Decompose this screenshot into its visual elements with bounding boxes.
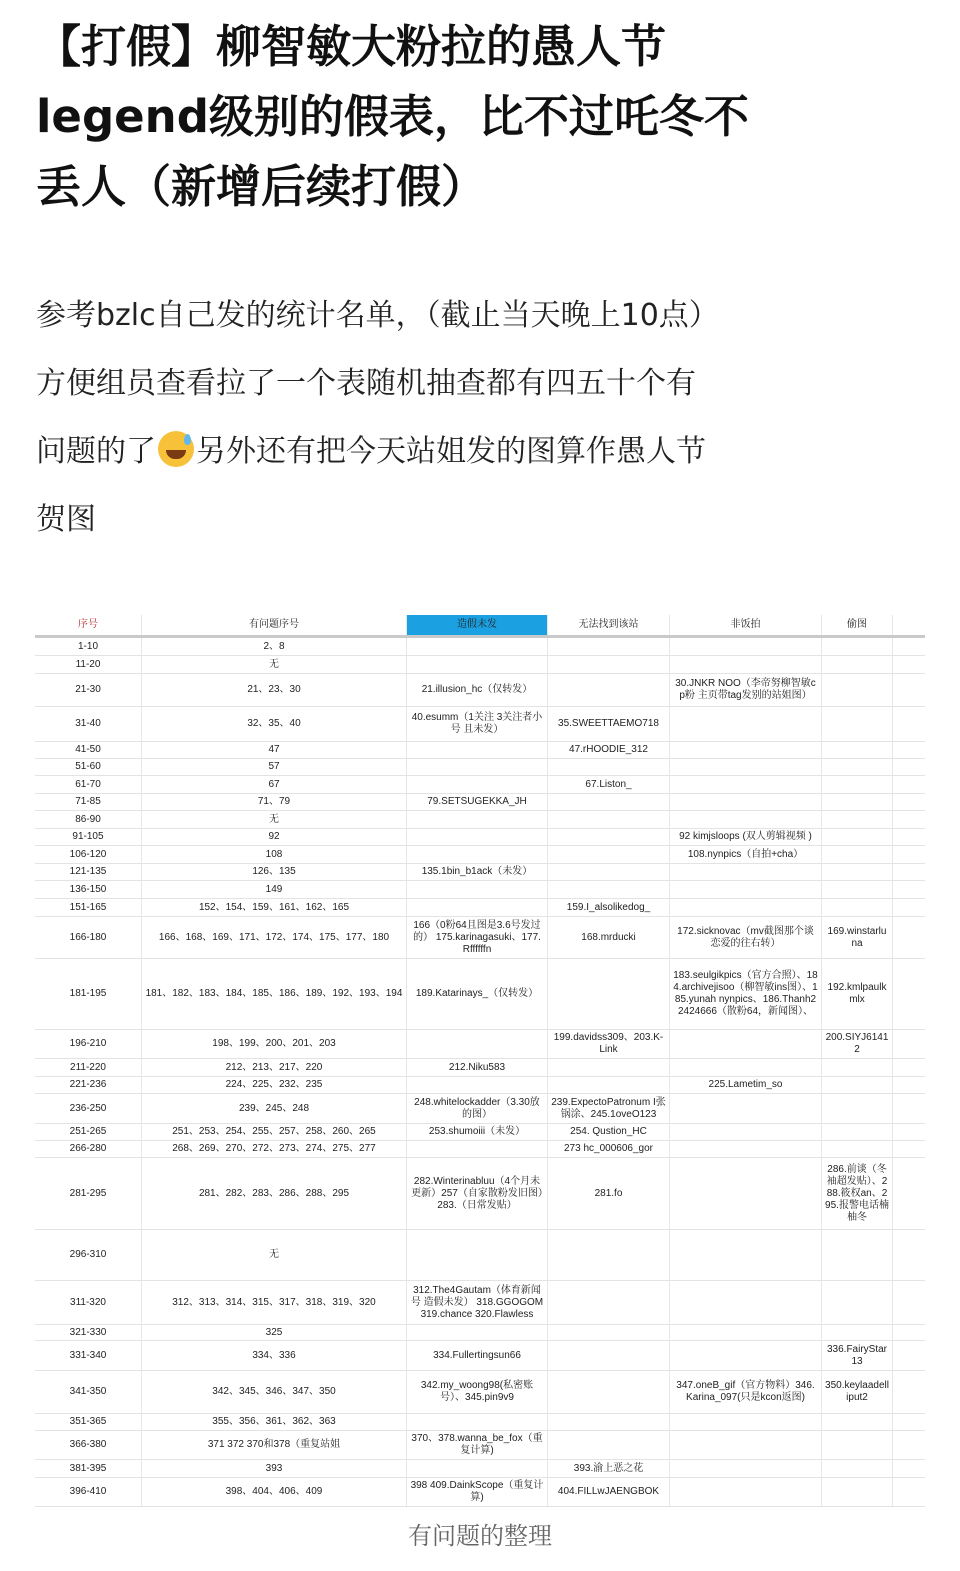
cell-problem-ids: 166、168、169、171、172、174、175、177、180 <box>142 917 407 958</box>
cell-site-not-found: 67.Liston_ <box>548 776 670 793</box>
cell-site-not-found: 393.渝上恶之花 <box>548 1460 670 1477</box>
cell-site-not-found <box>548 1371 670 1413</box>
cell-not-fancam <box>670 742 822 758</box>
cell-not-fancam <box>670 1158 822 1229</box>
table-row <box>35 1478 925 1507</box>
table-row <box>35 864 925 881</box>
cell-stolen-image <box>822 1431 893 1459</box>
title-line: 丢人（新增后续打假） <box>36 160 487 213</box>
body-line: 参考bzlc自己发的统计名单，（截止当天晚上10点） <box>36 298 719 333</box>
cell-stolen-image: 350.keylaadelliput2 <box>822 1371 893 1413</box>
body-line <box>36 418 936 486</box>
cell-not-fancam <box>670 1094 822 1123</box>
cell-fake-unposted <box>407 811 548 828</box>
cell-problem-ids: 21、23、30 <box>142 674 407 706</box>
cell-fake-unposted <box>407 1030 548 1058</box>
cell-index: 211-220 <box>35 1059 142 1076</box>
cell-index: 341-350 <box>35 1371 142 1413</box>
cell-site-not-found <box>548 959 670 1029</box>
cell-empty <box>893 794 925 810</box>
cell-site-not-found: 281.fo <box>548 1158 670 1229</box>
header-site-not-found: 无法找到该站 <box>548 615 670 635</box>
cell-empty <box>893 1094 925 1123</box>
cell-empty <box>893 1478 925 1506</box>
table-row <box>35 794 925 811</box>
cell-index: 366-380 <box>35 1431 142 1459</box>
sweat-smile-emoji-icon <box>158 431 194 467</box>
cell-not-fancam <box>670 811 822 828</box>
body-text: 另外还有把今天站姐发的图算作愚人节 <box>196 434 706 469</box>
table-row <box>35 1431 925 1460</box>
cell-not-fancam: 30.JNKR NOO（李帝努柳智敏cp粉 主页带tag发别的站姐图） <box>670 674 822 706</box>
table-row <box>35 776 925 794</box>
table-row <box>35 899 925 917</box>
cell-fake-unposted: 398 409.DainkScope（重复计算) <box>407 1478 548 1506</box>
cell-fake-unposted: 40.esumm（1关注 3关注者小号 且未发） <box>407 707 548 741</box>
cell-index: 1-10 <box>35 638 142 655</box>
cell-site-not-found <box>548 1059 670 1076</box>
cell-site-not-found <box>548 1281 670 1324</box>
cell-problem-ids: 71、79 <box>142 794 407 810</box>
cell-stolen-image <box>822 1414 893 1430</box>
cell-stolen-image: 169.winstarluna <box>822 917 893 958</box>
cell-empty <box>893 742 925 758</box>
cell-problem-ids: 371 372 370和378（重复站姐 <box>142 1431 407 1459</box>
cell-not-fancam <box>670 1325 822 1340</box>
cell-not-fancam: 183.seulgikpics（官方合照）、184.archivejisoo（柳智敏ins图）、185.yunah nynpics、186.Thanh22424666（散粉64，新闻图）、 <box>670 959 822 1029</box>
cell-problem-ids: 无 <box>142 811 407 828</box>
table-row <box>35 829 925 846</box>
cell-stolen-image <box>822 1141 893 1157</box>
cell-fake-unposted: 21.illusion_hc（仅转发） <box>407 674 548 706</box>
cell-not-fancam <box>670 776 822 793</box>
table-row <box>35 1281 925 1325</box>
cell-site-not-found <box>548 829 670 845</box>
header-not-fancam: 非饭拍 <box>670 615 822 635</box>
cell-index: 41-50 <box>35 742 142 758</box>
cell-index: 281-295 <box>35 1158 142 1229</box>
cell-empty <box>893 707 925 741</box>
cell-fake-unposted <box>407 759 548 775</box>
cell-stolen-image: 200.SIYJ61412 <box>822 1030 893 1058</box>
cell-empty <box>893 917 925 958</box>
table-row <box>35 1460 925 1478</box>
table-row <box>35 1124 925 1141</box>
cell-problem-ids: 268、269、270、272、273、274、275、277 <box>142 1141 407 1157</box>
cell-site-not-found <box>548 674 670 706</box>
cell-problem-ids: 67 <box>142 776 407 793</box>
cell-index: 351-365 <box>35 1414 142 1430</box>
cell-not-fancam <box>670 1030 822 1058</box>
cell-site-not-found: 168.mrducki <box>548 917 670 958</box>
cell-problem-ids: 198、199、200、201、203 <box>142 1030 407 1058</box>
cell-fake-unposted <box>407 1077 548 1093</box>
table-row <box>35 1059 925 1077</box>
cell-problem-ids: 92 <box>142 829 407 845</box>
cell-site-not-found <box>548 864 670 880</box>
cell-site-not-found: 404.FILLwJAENGBOK <box>548 1478 670 1506</box>
cell-problem-ids: 149 <box>142 881 407 898</box>
cell-fake-unposted: 79.SETSUGEKKA_JH <box>407 794 548 810</box>
table-header-row <box>35 615 925 638</box>
cell-empty <box>893 1230 925 1280</box>
cell-site-not-found <box>548 759 670 775</box>
table-row <box>35 846 925 864</box>
cell-problem-ids: 239、245、248 <box>142 1094 407 1123</box>
cell-empty <box>893 1030 925 1058</box>
cell-stolen-image <box>822 899 893 916</box>
cell-stolen-image <box>822 1325 893 1340</box>
cell-fake-unposted <box>407 1141 548 1157</box>
cell-empty <box>893 829 925 845</box>
cell-fake-unposted <box>407 776 548 793</box>
table-row <box>35 917 925 959</box>
cell-stolen-image <box>822 707 893 741</box>
table-row <box>35 1030 925 1059</box>
table-row <box>35 707 925 742</box>
table-row <box>35 881 925 899</box>
cell-not-fancam: 347.oneB_gif（官方物料）346.Karina_097(只是kcon返图) <box>670 1371 822 1413</box>
cell-index: 396-410 <box>35 1478 142 1506</box>
cell-problem-ids: 无 <box>142 656 407 673</box>
cell-index: 311-320 <box>35 1281 142 1324</box>
cell-empty <box>893 1124 925 1140</box>
table-row <box>35 1141 925 1158</box>
cell-stolen-image <box>822 638 893 655</box>
cell-fake-unposted <box>407 1230 548 1280</box>
table-row <box>35 959 925 1030</box>
cell-not-fancam <box>670 794 822 810</box>
cell-not-fancam <box>670 881 822 898</box>
cell-index: 121-135 <box>35 864 142 880</box>
cell-stolen-image <box>822 1281 893 1324</box>
cell-empty <box>893 1281 925 1324</box>
cell-problem-ids: 212、213、217、220 <box>142 1059 407 1076</box>
cell-empty <box>893 1077 925 1093</box>
post-title <box>36 12 936 222</box>
cell-fake-unposted: 135.1bin_b1ack（未发） <box>407 864 548 880</box>
cell-stolen-image <box>822 881 893 898</box>
cell-site-not-found <box>548 846 670 863</box>
cell-fake-unposted <box>407 1460 548 1477</box>
cell-site-not-found <box>548 1414 670 1430</box>
header-empty <box>893 615 925 635</box>
cell-fake-unposted <box>407 881 548 898</box>
cell-index: 136-150 <box>35 881 142 898</box>
cell-site-not-found: 35.SWEETTAEMO718 <box>548 707 670 741</box>
cell-empty <box>893 881 925 898</box>
cell-index: 251-265 <box>35 1124 142 1140</box>
cell-index: 86-90 <box>35 811 142 828</box>
cell-index: 71-85 <box>35 794 142 810</box>
cell-fake-unposted: 253.shumoiii（未发） <box>407 1124 548 1140</box>
cell-index: 321-330 <box>35 1325 142 1340</box>
cell-fake-unposted <box>407 638 548 655</box>
cell-problem-ids: 无 <box>142 1230 407 1280</box>
cell-empty <box>893 759 925 775</box>
cell-stolen-image: 286.前谈（冬袖超发贴）、288.筱权an、295.报警电话楠柚冬 <box>822 1158 893 1229</box>
table-row <box>35 1371 925 1414</box>
cell-empty <box>893 638 925 655</box>
cell-problem-ids: 181、182、183、184、185、186、189、192、193、194 <box>142 959 407 1029</box>
cell-empty <box>893 899 925 916</box>
cell-index: 331-340 <box>35 1341 142 1370</box>
cell-problem-ids: 334、336 <box>142 1341 407 1370</box>
title-line: 【打假】柳智敏大粉拉的愚人节 <box>36 20 667 73</box>
cell-not-fancam <box>670 899 822 916</box>
cell-fake-unposted: 282.Winterinabluu（4个月未更新）257（自家散粉发旧图）283.（日常发贴） <box>407 1158 548 1229</box>
table-row <box>35 1414 925 1431</box>
cell-problem-ids: 152、154、159、161、162、165 <box>142 899 407 916</box>
table-row <box>35 759 925 776</box>
cell-problem-ids: 224、225、232、235 <box>142 1077 407 1093</box>
cell-fake-unposted: 212.Niku583 <box>407 1059 548 1076</box>
cell-empty <box>893 1141 925 1157</box>
cell-stolen-image <box>822 1077 893 1093</box>
cell-problem-ids: 312、313、314、315、317、318、319、320 <box>142 1281 407 1324</box>
cell-site-not-found <box>548 638 670 655</box>
table-row <box>35 1077 925 1094</box>
cell-not-fancam: 92 kimjsloops (双人剪辑视频 ) <box>670 829 822 845</box>
table-row <box>35 1230 925 1281</box>
cell-not-fancam <box>670 1141 822 1157</box>
cell-empty <box>893 864 925 880</box>
cell-problem-ids: 126、135 <box>142 864 407 880</box>
cell-empty <box>893 1414 925 1430</box>
cell-problem-ids: 47 <box>142 742 407 758</box>
cell-site-not-found: 47.rHOODIE_312 <box>548 742 670 758</box>
cell-empty <box>893 1325 925 1340</box>
cell-problem-ids: 355、356、361、362、363 <box>142 1414 407 1430</box>
cell-not-fancam <box>670 1460 822 1477</box>
cell-fake-unposted <box>407 1414 548 1430</box>
cell-index: 151-165 <box>35 899 142 916</box>
table-row <box>35 742 925 759</box>
cell-fake-unposted <box>407 656 548 673</box>
table-row <box>35 1094 925 1124</box>
cell-empty <box>893 959 925 1029</box>
cell-fake-unposted <box>407 829 548 845</box>
cell-not-fancam <box>670 1230 822 1280</box>
cell-site-not-found: 159.I_alsolikedog_ <box>548 899 670 916</box>
header-index: 序号 <box>35 615 142 635</box>
cell-index: 21-30 <box>35 674 142 706</box>
cell-not-fancam <box>670 1059 822 1076</box>
cell-not-fancam: 108.nynpics（自拍+cha） <box>670 846 822 863</box>
cell-site-not-found <box>548 794 670 810</box>
cell-site-not-found <box>548 881 670 898</box>
cell-site-not-found <box>548 1431 670 1459</box>
cell-not-fancam: 172.sicknovac（mv截图那个谈恋爱的往右转） <box>670 917 822 958</box>
cell-index: 11-20 <box>35 656 142 673</box>
cell-stolen-image <box>822 794 893 810</box>
cell-stolen-image <box>822 742 893 758</box>
cell-not-fancam <box>670 656 822 673</box>
cell-fake-unposted <box>407 846 548 863</box>
cell-index: 381-395 <box>35 1460 142 1477</box>
cell-site-not-found: 199.davidss309、203.K-Link <box>548 1030 670 1058</box>
cell-index: 296-310 <box>35 1230 142 1280</box>
table-row <box>35 656 925 674</box>
cell-stolen-image <box>822 776 893 793</box>
cell-problem-ids: 342、345、346、347、350 <box>142 1371 407 1413</box>
cell-problem-ids: 32、35、40 <box>142 707 407 741</box>
spreadsheet-image <box>35 615 925 1507</box>
cell-fake-unposted: 166（0粉64且图是3.6号发过的） 175.karinagasuki、177.Rffffffn <box>407 917 548 958</box>
cell-not-fancam: 225.Lametim_so <box>670 1077 822 1093</box>
cell-stolen-image <box>822 864 893 880</box>
cell-index: 51-60 <box>35 759 142 775</box>
table-row <box>35 674 925 707</box>
header-problem-ids: 有问题序号 <box>142 615 407 635</box>
cell-site-not-found: 273 hc_000606_gor <box>548 1141 670 1157</box>
cell-index: 221-236 <box>35 1077 142 1093</box>
cell-index: 196-210 <box>35 1030 142 1058</box>
cell-stolen-image: 336.FairyStar13 <box>822 1341 893 1370</box>
cell-empty <box>893 776 925 793</box>
title-line: legend级别的假表，比不过吒冬不 <box>36 90 749 143</box>
header-fake-unposted: 造假未发 <box>407 615 548 635</box>
cell-site-not-found <box>548 656 670 673</box>
cell-not-fancam <box>670 1414 822 1430</box>
cell-stolen-image <box>822 811 893 828</box>
cell-fake-unposted <box>407 742 548 758</box>
cell-empty <box>893 811 925 828</box>
body-line: 贺图 <box>36 502 96 537</box>
cell-fake-unposted <box>407 1325 548 1340</box>
cell-index: 236-250 <box>35 1094 142 1123</box>
cell-stolen-image <box>822 846 893 863</box>
cell-fake-unposted: 248.whitelockadder（3.30放的图） <box>407 1094 548 1123</box>
cell-problem-ids: 108 <box>142 846 407 863</box>
cell-stolen-image <box>822 674 893 706</box>
cell-problem-ids: 398、404、406、409 <box>142 1478 407 1506</box>
cell-problem-ids: 251、253、254、255、257、258、260、265 <box>142 1124 407 1140</box>
cell-site-not-found <box>548 1230 670 1280</box>
cell-empty <box>893 1431 925 1459</box>
cell-not-fancam <box>670 1341 822 1370</box>
body-line: 方便组员查看拉了一个表随机抽查都有四五十个有 <box>36 366 696 401</box>
cell-empty <box>893 1460 925 1477</box>
cell-not-fancam <box>670 759 822 775</box>
cell-stolen-image <box>822 1230 893 1280</box>
cell-not-fancam <box>670 1478 822 1506</box>
cell-fake-unposted: 342.my_woong98(私密账号）、345.pin9v9 <box>407 1371 548 1413</box>
image-caption: 有问题的整理 <box>408 1522 552 1550</box>
cell-fake-unposted <box>407 899 548 916</box>
cell-empty <box>893 1059 925 1076</box>
cell-not-fancam <box>670 864 822 880</box>
cell-empty <box>893 674 925 706</box>
cell-problem-ids: 2、8 <box>142 638 407 655</box>
cell-index: 61-70 <box>35 776 142 793</box>
table-row <box>35 1341 925 1371</box>
cell-stolen-image: 192.kmlpaulkmlx <box>822 959 893 1029</box>
cell-index: 106-120 <box>35 846 142 863</box>
cell-stolen-image <box>822 1059 893 1076</box>
cell-stolen-image <box>822 1478 893 1506</box>
cell-fake-unposted: 189.Katarinays_（仅转发） <box>407 959 548 1029</box>
table-row <box>35 1325 925 1341</box>
cell-stolen-image <box>822 759 893 775</box>
cell-stolen-image <box>822 1460 893 1477</box>
cell-not-fancam <box>670 638 822 655</box>
cell-stolen-image <box>822 1124 893 1140</box>
cell-empty <box>893 1341 925 1370</box>
cell-site-not-found <box>548 1341 670 1370</box>
cell-index: 91-105 <box>35 829 142 845</box>
cell-empty <box>893 846 925 863</box>
header-stolen-image: 偷图 <box>822 615 893 635</box>
cell-site-not-found: 239.ExpectoPatronum I张锅涂、245.1oveO123 <box>548 1094 670 1123</box>
cell-index: 166-180 <box>35 917 142 958</box>
cell-problem-ids: 393 <box>142 1460 407 1477</box>
cell-not-fancam <box>670 1281 822 1324</box>
cell-problem-ids: 281、282、283、286、288、295 <box>142 1158 407 1229</box>
cell-not-fancam <box>670 1124 822 1140</box>
cell-fake-unposted: 334.Fullertingsun66 <box>407 1341 548 1370</box>
cell-site-not-found <box>548 1325 670 1340</box>
cell-empty <box>893 656 925 673</box>
cell-stolen-image <box>822 1094 893 1123</box>
cell-site-not-found: 254. Qustion_HC <box>548 1124 670 1140</box>
cell-index: 31-40 <box>35 707 142 741</box>
cell-fake-unposted: 370、378.wanna_be_fox（重复计算) <box>407 1431 548 1459</box>
post-body <box>36 282 936 554</box>
table-row <box>35 1158 925 1230</box>
cell-not-fancam <box>670 1431 822 1459</box>
cell-site-not-found <box>548 811 670 828</box>
body-text: 问题的了 <box>36 434 156 469</box>
cell-problem-ids: 57 <box>142 759 407 775</box>
cell-stolen-image <box>822 656 893 673</box>
cell-index: 266-280 <box>35 1141 142 1157</box>
cell-empty <box>893 1371 925 1413</box>
cell-fake-unposted: 312.The4Gautam（体育新闻号 造假未发） 318.GGOGOM 319.chance 320.Flawless <box>407 1281 548 1324</box>
table-row <box>35 638 925 656</box>
table-row <box>35 811 925 829</box>
cell-empty <box>893 1158 925 1229</box>
cell-stolen-image <box>822 829 893 845</box>
cell-problem-ids: 325 <box>142 1325 407 1340</box>
cell-site-not-found <box>548 1077 670 1093</box>
cell-index: 181-195 <box>35 959 142 1029</box>
cell-not-fancam <box>670 707 822 741</box>
